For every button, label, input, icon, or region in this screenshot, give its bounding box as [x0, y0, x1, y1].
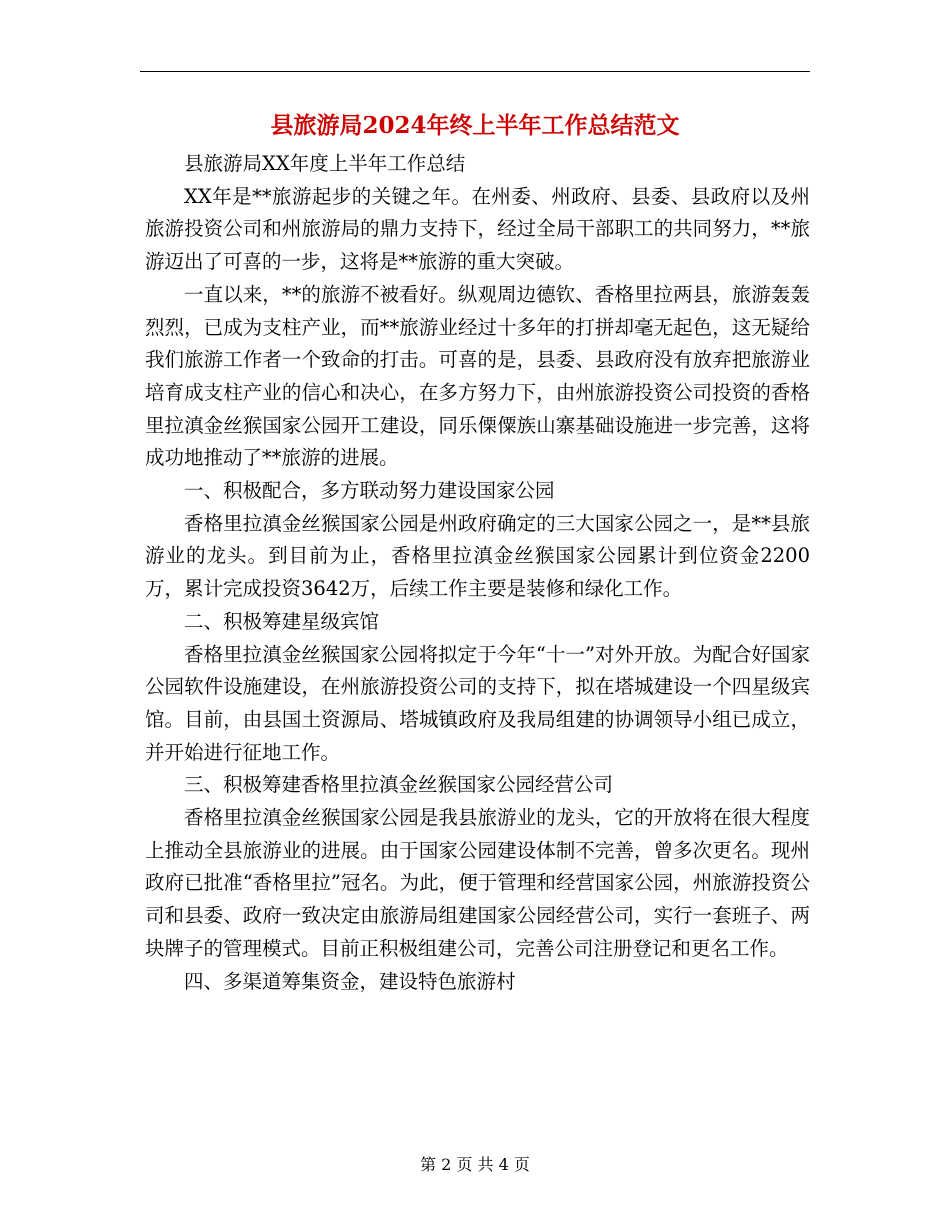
- section-heading-1: 一、积极配合，多方联动努力建设国家公园: [184, 479, 555, 503]
- document-body: [145, 148, 810, 998]
- paragraph-section-3: 香格里拉滇金丝猴国家公园是我县旅游业的龙头，它的开放将在很大程度上推动全县旅游业的进展。由于国家公园建设体制不完善，曾多次更名。现州政府已批准“香格里拉”冠名。为此，便于管理和经营国家公园，州旅游投资公司和县委、政府一致决定由旅游局组建国家公园经营公司，实行一套班子、两块牌子的管理模式。目前正积极组建公司，完善公司注册登记和更名工作。: [145, 806, 810, 960]
- paragraph-background: 一直以来，**的旅游不被看好。纵观周边德钦、香格里拉两县，旅游轰轰烈烈，已成为支柱产业，而**旅游业经过十多年的打拼却毫无起色，这无疑给我们旅游工作者一个致命的打击。可喜的是，县委、县政府没有放弃把旅游业培育成支柱产业的信心和决心，在多方努力下，由州旅游投资公司投资的香格里拉滇金丝猴国家公园开工建设，同乐傈僳族山寨基础设施进一步完善，这将成功地推动了**旅游的进展。: [145, 282, 810, 470]
- paragraph-section-2: 香格里拉滇金丝猴国家公园将拟定于今年“十一”对外开放。为配合好国家公园软件设施建设，在州旅游投资公司的支持下，拟在塔城建设一个四星级宾馆。目前，由县国土资源局、塔城镇政府及我局组建的协调领导小组已成立，并开始进行征地工作。: [145, 642, 810, 764]
- paragraph-intro: XX年是**旅游起步的关键之年。在州委、州政府、县委、县政府以及州旅游投资公司和州旅游局的鼎力支持下，经过全局干部职工的共同努力，**旅游迈出了可喜的一步，这将是**旅游的重大突破。: [145, 184, 810, 274]
- paragraph-section-1: 香格里拉滇金丝猴国家公园是州政府确定的三大国家公园之一，是**县旅游业的龙头。到目前为止，香格里拉滇金丝猴国家公园累计到位资金2200万，累计完成投资3642万，后续工作主要是装修和绿化工作。: [145, 511, 810, 601]
- document-title: 县旅游局2024年终上半年工作总结范文: [270, 112, 680, 139]
- page-number: 第 2 页 共 4 页: [420, 1155, 530, 1174]
- section-heading-4: 四、多渠道筹集资金，建设特色旅游村: [184, 969, 516, 993]
- header-rule: [140, 71, 810, 72]
- section-heading-2: 二、积极筹建星级宾馆: [184, 609, 380, 633]
- section-heading-3: 三、积极筹建香格里拉滇金丝猴国家公园经营公司: [184, 773, 614, 797]
- paragraph-subtitle: 县旅游局XX年度上半年工作总结: [184, 152, 466, 175]
